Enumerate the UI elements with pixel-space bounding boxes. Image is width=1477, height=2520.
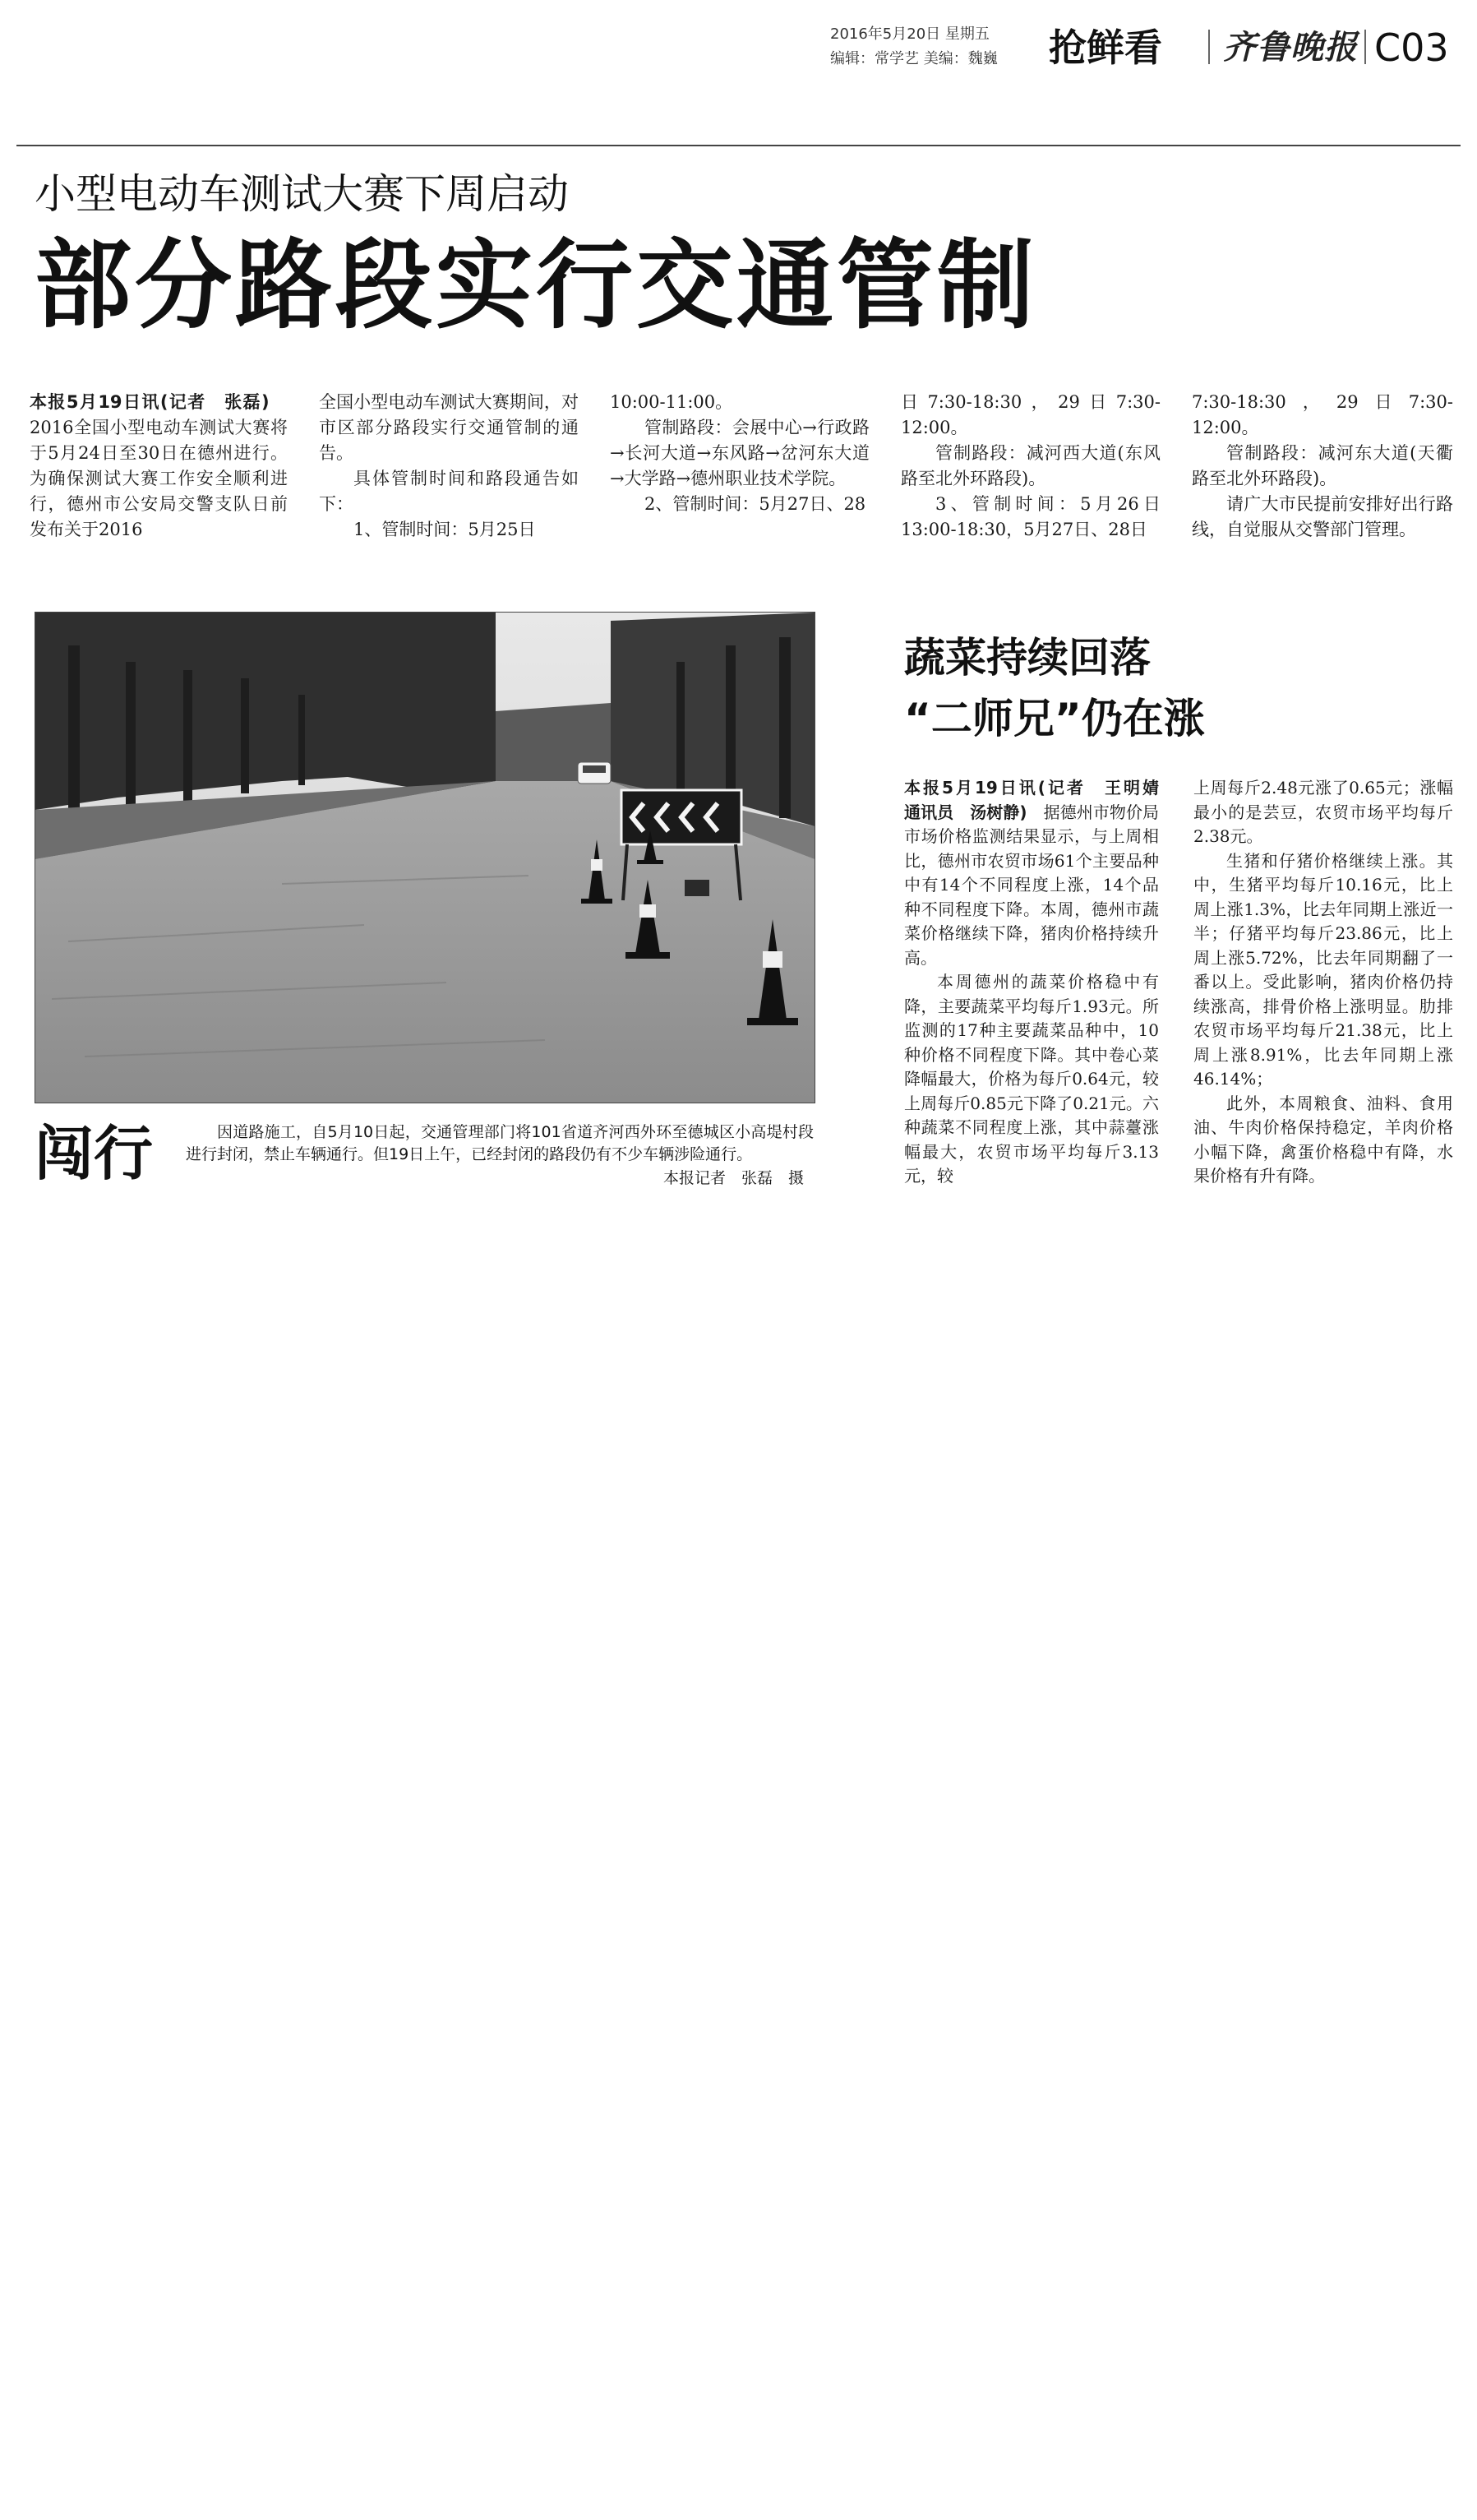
road-scene-illustration [35, 613, 815, 1103]
article2-column-1 [904, 776, 1175, 1195]
article2-headline-line2: “二师兄”仍在涨 [904, 695, 1205, 742]
dateline: 本报5月19日讯(记者 王明婧 通讯员 汤树静) [904, 778, 1175, 822]
article-paragraph [904, 776, 1175, 970]
article-paragraph: 管制路段：会展中心→行政路→长河大道→东风路→岔河东大道→大学路→德州职业技术学院。 [610, 418, 870, 488]
article-paragraph: 此外，本周粮食、油料、食用油、牛肉价格保持稳定，羊肉价格小幅下降，禽蛋价格稳中有降，水果价格有升有降。 [1193, 1093, 1453, 1186]
article-kicker: 小型电动车测试大赛下周启动 [35, 170, 569, 218]
article-paragraph: 具体管制时间和路段通告如下： [319, 469, 579, 514]
article-paragraph: 请广大市民提前安排好出行路线，自觉服从交警部门管理。 [1192, 494, 1453, 539]
header-divider [1208, 30, 1210, 64]
article-column-3 [610, 390, 870, 554]
issue-date: 2016年5月20日 星期五 [830, 25, 990, 43]
header-divider-2 [1364, 30, 1366, 64]
article-paragraph: 上周每斤2.48元涨了0.65元；涨幅最小的是芸豆，农贸市场平均每斤2.38元。 [1193, 778, 1453, 846]
article-paragraph: 生猪和仔猪价格继续上涨。其中，生猪平均每斤10.16元，比上周上涨1.3%，比去年同期上涨近一半；仔猪平均每斤23.86元，比上周上涨5.72%，比去年同期翻了一番以上。受此影响，猪肉价格仍持续涨高，排骨价格上涨明显。肋排农贸市场平均每斤21.38元，比上周上涨8.91%，比去年同期上涨46.14%； [1193, 850, 1453, 1089]
header-rule [16, 145, 1461, 146]
article-paragraph: 3、管制时间：5月26日13:00-18:30，5月27日、28日 [901, 494, 1161, 539]
photo-title: 闯行 [35, 1119, 154, 1188]
article-paragraph [30, 390, 288, 543]
news-photo [35, 612, 815, 1103]
article-paragraph: 2、管制时间：5月27日、28 [644, 494, 866, 514]
photo-caption: 因道路施工，自5月10日起，交通管理部门将101省道齐河西外环至德城区小高堤村段进行封闭，禁止车辆通行。但19日上午，已经封闭的路段仍有不少车辆涉险通行。 [186, 1123, 814, 1163]
dateline: 本报5月19日讯(记者 张磊) [30, 392, 270, 412]
article-column-2 [319, 390, 579, 554]
section-title: 抢鲜看 [1049, 25, 1162, 70]
article-paragraph: 全国小型电动车测试大赛期间，对市区部分路段实行交通管制的通告。 [319, 392, 579, 463]
article-paragraph: 10:00-11:00。 [610, 392, 733, 412]
article-paragraph: 本周德州的蔬菜价格稳中有降，主要蔬菜平均每斤1.93元。所监测的17种主要蔬菜品种中，10种价格不同程度下降。其中卷心菜降幅最大，价格为每斤0.64元，较上周每斤0.85元下降了0.21元。六种蔬菜不同程度上涨，其中蒜薹涨幅最大，农贸市场平均每斤3.13元，较 [904, 972, 1159, 1186]
paragraph-text: 2016全国小型电动车测试大赛将于5月24日至30日在德州进行。为确保测试大赛工作安全顺利进行，德州市公安局交警支队日前发布关于2016 [30, 392, 288, 539]
article-paragraph: 管制路段：减河西大道(东风路至北外环路段)。 [901, 443, 1161, 488]
article-paragraph: 管制路段：减河东大道(天衢路至北外环路段)。 [1192, 443, 1453, 488]
article-column-4 [901, 390, 1161, 554]
editors-line: 编辑：常学艺 美编：魏巍 [830, 50, 998, 67]
article-paragraph: 7:30-18:30，29日7:30-12:00。 [1192, 392, 1453, 437]
article-column-1 [30, 390, 288, 554]
article-paragraph: 日7:30-18:30，29日7:30-12:00。 [901, 392, 1161, 437]
article2-column-2 [1193, 776, 1453, 1195]
photo-credit: 本报记者 张磊 摄 [662, 1169, 804, 1187]
article2-headline-line1: 蔬菜持续回落 [904, 634, 1151, 682]
article-headline: 部分路段实行交通管制 [35, 229, 1038, 342]
article-column-5 [1192, 390, 1453, 554]
article-paragraph: 1、管制时间：5月25日 [353, 520, 536, 539]
newspaper-logo: 齐鲁晚报 [1223, 28, 1358, 67]
paragraph-text: 据德州市物价局市场价格监测结果显示，与上周相比，德州市农贸市场61个主要品种中有14个不同程度上涨，14个品种不同程度下降。本周，德州市蔬菜价格继续下降，猪肉价格持续升高。 [904, 802, 1160, 968]
page-number: C03 [1374, 25, 1449, 70]
